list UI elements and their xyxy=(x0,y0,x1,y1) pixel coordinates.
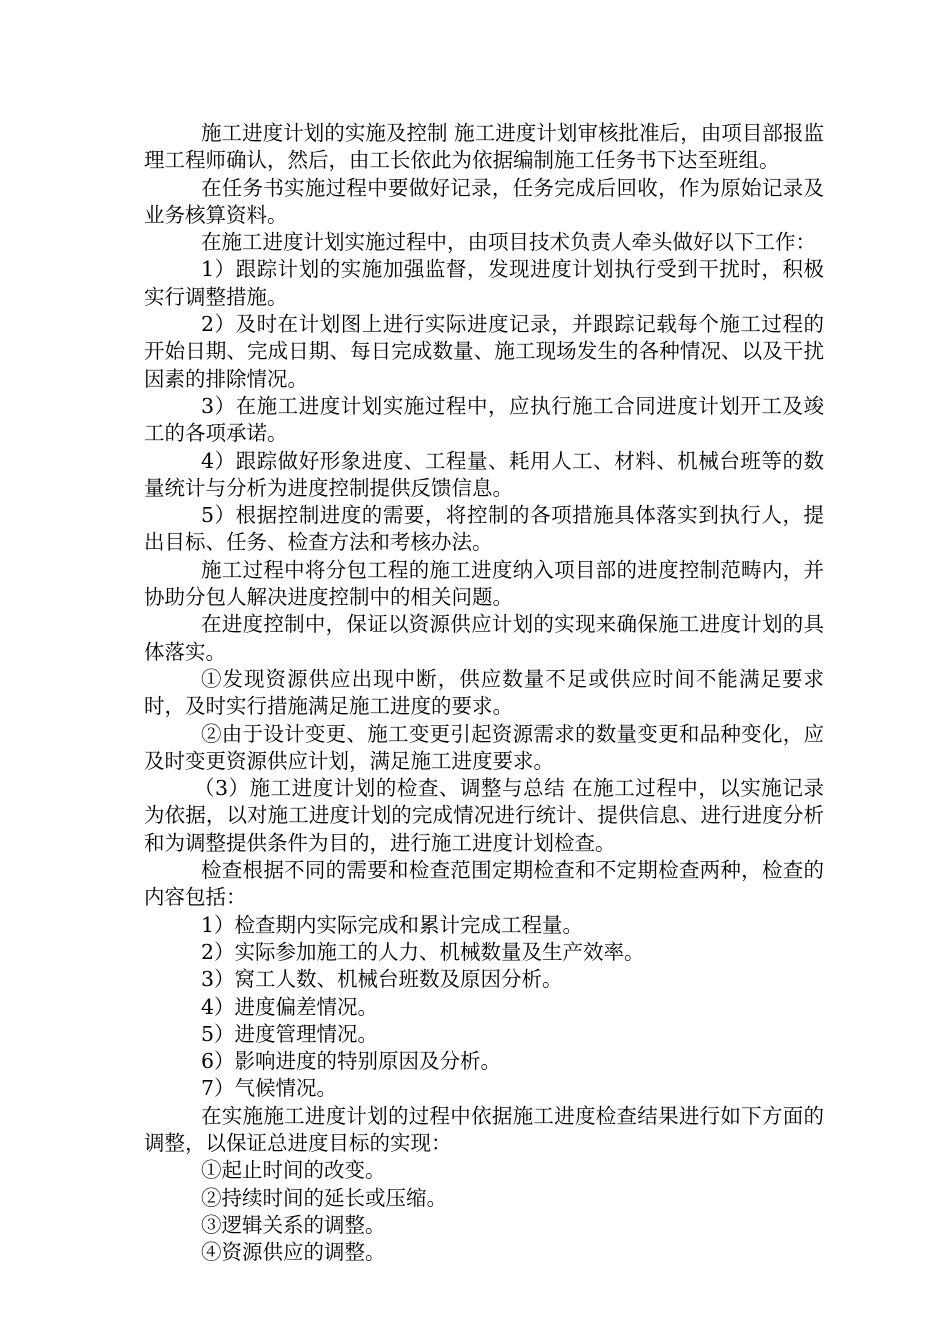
paragraph: 施工过程中将分包工程的施工进度纳入项目部的进度控制范畴内，并协助分包人解决进度控制中的相关问题。 xyxy=(144,557,824,610)
paragraph: 检查根据不同的需要和检查范围定期检查和不定期检查两种，检查的内容包括： xyxy=(144,858,824,910)
list-item: ①起止时间的改变。 xyxy=(201,1158,386,1183)
list-item: 7）气候情况。 xyxy=(201,1076,338,1101)
list-item: ②由于设计变更、施工变更引起资源需求的数量变更和品种变化，应及时变更资源供应计划，满足施工进度要求。 xyxy=(144,721,824,773)
list-item: ④资源供应的调整。 xyxy=(201,1240,386,1265)
list-item: ②持续时间的延长或压缩。 xyxy=(201,1185,447,1210)
paragraph: 在实施施工进度计划的过程中依据施工进度检查结果进行如下方面的调整，以保证总进度目标的实现： xyxy=(144,1103,824,1155)
paragraph: 在进度控制中，保证以资源供应计划的实现来确保施工进度计划的具体落实。 xyxy=(144,612,824,664)
list-item: 2）及时在计划图上进行实际进度记录，并跟踪记载每个施工过程的开始日期、完成日期、每日完成数量、施工现场发生的各种情况、以及干扰因素的排除情况。 xyxy=(144,312,824,391)
paragraph: 施工进度计划的实施及控制 施工进度计划审核批准后，由项目部报监理工程师确认，然后，由工长依此为依据编制施工任务书下达至班组。 xyxy=(144,121,824,173)
list-item: ①发现资源供应出现中断，供应数量不足或供应时间不能满足要求时，及时实行措施满足施工进度的要求。 xyxy=(144,666,824,719)
list-item: ③逻辑关系的调整。 xyxy=(201,1212,386,1237)
list-item: 4）进度偏差情况。 xyxy=(201,994,379,1019)
list-item: 3）窝工人数、机械台班数及原因分析。 xyxy=(201,967,563,992)
paragraph: 在任务书实施过程中要做好记录，任务完成后回收，作为原始记录及业务核算资料。 xyxy=(144,175,824,227)
list-item: 1）检查期内实际完成和累计完成工程量。 xyxy=(201,912,584,937)
section-heading-paragraph: （3）施工进度计划的检查、调整与总结 在施工过程中，以实施记录为依据，以对施工进度计划的完成情况进行统计、提供信息、进行进度分析和为调整提供条件为目的，进行施工进度计划检查。 xyxy=(144,776,824,855)
list-item: 2）实际参加施工的人力、机械数量及生产效率。 xyxy=(201,939,645,964)
list-item: 1）跟踪计划的实施加强监督，发现进度计划执行受到干扰时，积极实行调整措施。 xyxy=(144,257,824,309)
paragraph: 在施工进度计划实施过程中，由项目技术负责人牵头做好以下工作： xyxy=(201,230,816,255)
list-item: 5）根据控制进度的需要，将控制的各项措施具体落实到执行人，提出目标、任务、检查方法和考核办法。 xyxy=(144,503,824,555)
list-item: 6）影响进度的特别原因及分析。 xyxy=(201,1049,502,1074)
list-item: 4）跟踪做好形象进度、工程量、耗用人工、材料、机械台班等的数量统计与分析为进度控制提供反馈信息。 xyxy=(144,448,824,500)
document-page xyxy=(144,120,824,1266)
list-item: 5）进度管理情况。 xyxy=(201,1021,379,1046)
list-item: 3）在施工进度计划实施过程中，应执行施工合同进度计划开工及竣工的各项承诺。 xyxy=(144,393,824,446)
